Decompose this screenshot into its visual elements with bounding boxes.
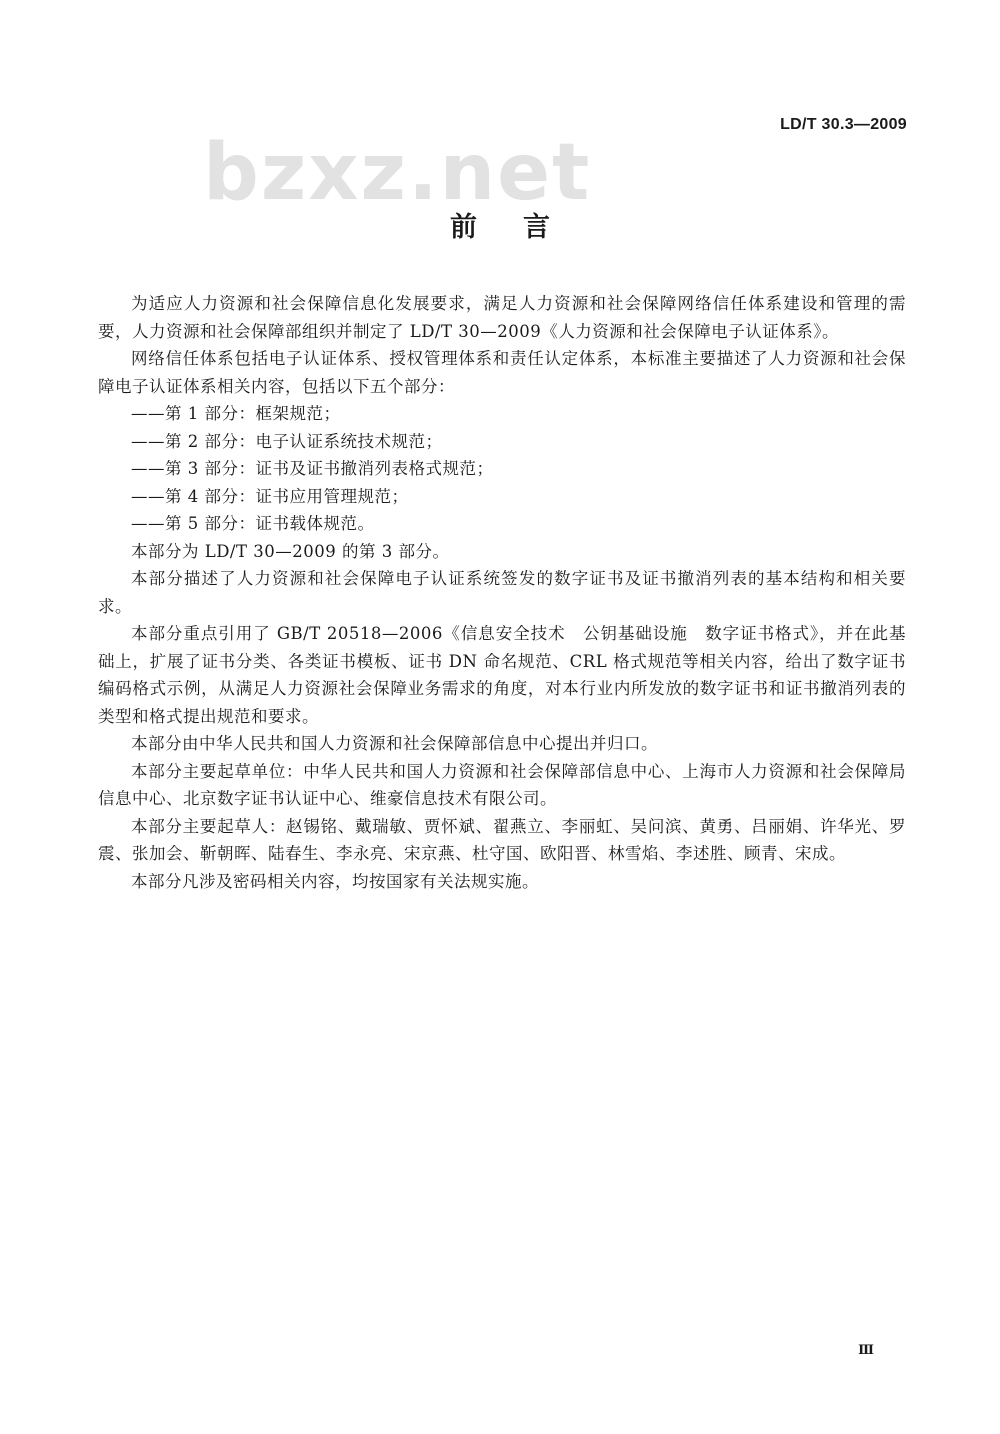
paragraph-proposer: 本部分由中华人民共和国人力资源和社会保障部信息中心提出并归口。 <box>131 734 658 753</box>
list-item-part-4: ——第 4 部分：证书应用管理规范； <box>131 486 409 506</box>
page-number: Ⅲ <box>858 1343 874 1358</box>
paragraph-drafters: 本部分主要起草人：赵锡铭、戴瑞敏、贾怀斌、翟燕立、李丽虹、吴问滨、黄勇、吕丽娟、许华光、罗震、张加会、靳朝晖、陆春生、李永亮、宋京燕、杜守国、欧阳晋、林雪焰、李述胜、顾青、宋成。 <box>98 816 906 863</box>
list-item-part-1: ——第 1 部分：框架规范； <box>131 404 341 423</box>
list-item-part-5: ——第 5 部分：证书载体规范。 <box>131 514 375 533</box>
paragraph-part-statement: 本部分为 LD/T 30—2009 的第 3 部分。 <box>131 541 450 561</box>
foreword-body <box>98 290 906 895</box>
paragraph-references: 本部分重点引用了 GB/T 20518—2006《信息安全技术 公钥基础设施 数字证书格式》，并在此基础上，扩展了证书分类、各类证书模板、证书 DN 命名规范、CRL 格式规范等相关内容，给出了数字证书编码格式示例，从满足人力资源社会保障业务需求的角度，对本行业内所发放的数字证书和证书撤消列表的类型和格式提出规范和要求。 <box>98 624 906 726</box>
page-title: 前言 <box>450 212 596 243</box>
standard-code: LD/T 30.3—2009 <box>780 116 907 133</box>
paragraph-drafting-units: 本部分主要起草单位：中华人民共和国人力资源和社会保障部信息中心、上海市人力资源和社会保障局信息中心、北京数字证书认证中心、维豪信息技术有限公司。 <box>98 761 906 808</box>
watermark: bzxz.net <box>203 128 592 218</box>
paragraph-purpose: 为适应人力资源和社会保障信息化发展要求，满足人力资源和社会保障网络信任体系建设和管理的需要，人力资源和社会保障部组织并制定了 LD/T 30—2009《人力资源和社会保障电子认证体系》。 <box>98 294 906 341</box>
list-item-part-3: ——第 3 部分：证书及证书撤消列表格式规范； <box>131 459 494 478</box>
paragraph-scope: 本部分描述了人力资源和社会保障电子认证系统签发的数字证书及证书撤消列表的基本结构和相关要求。 <box>98 569 906 616</box>
paragraph-system-overview: 网络信任体系包括电子认证体系、授权管理体系和责任认定体系，本标准主要描述了人力资源和社会保障电子认证体系相关内容，包括以下五个部分： <box>98 349 906 396</box>
list-item-part-2: ——第 2 部分：电子认证系统技术规范； <box>131 431 443 451</box>
paragraph-cryptography-note: 本部分凡涉及密码相关内容，均按国家有关法规实施。 <box>131 871 539 891</box>
